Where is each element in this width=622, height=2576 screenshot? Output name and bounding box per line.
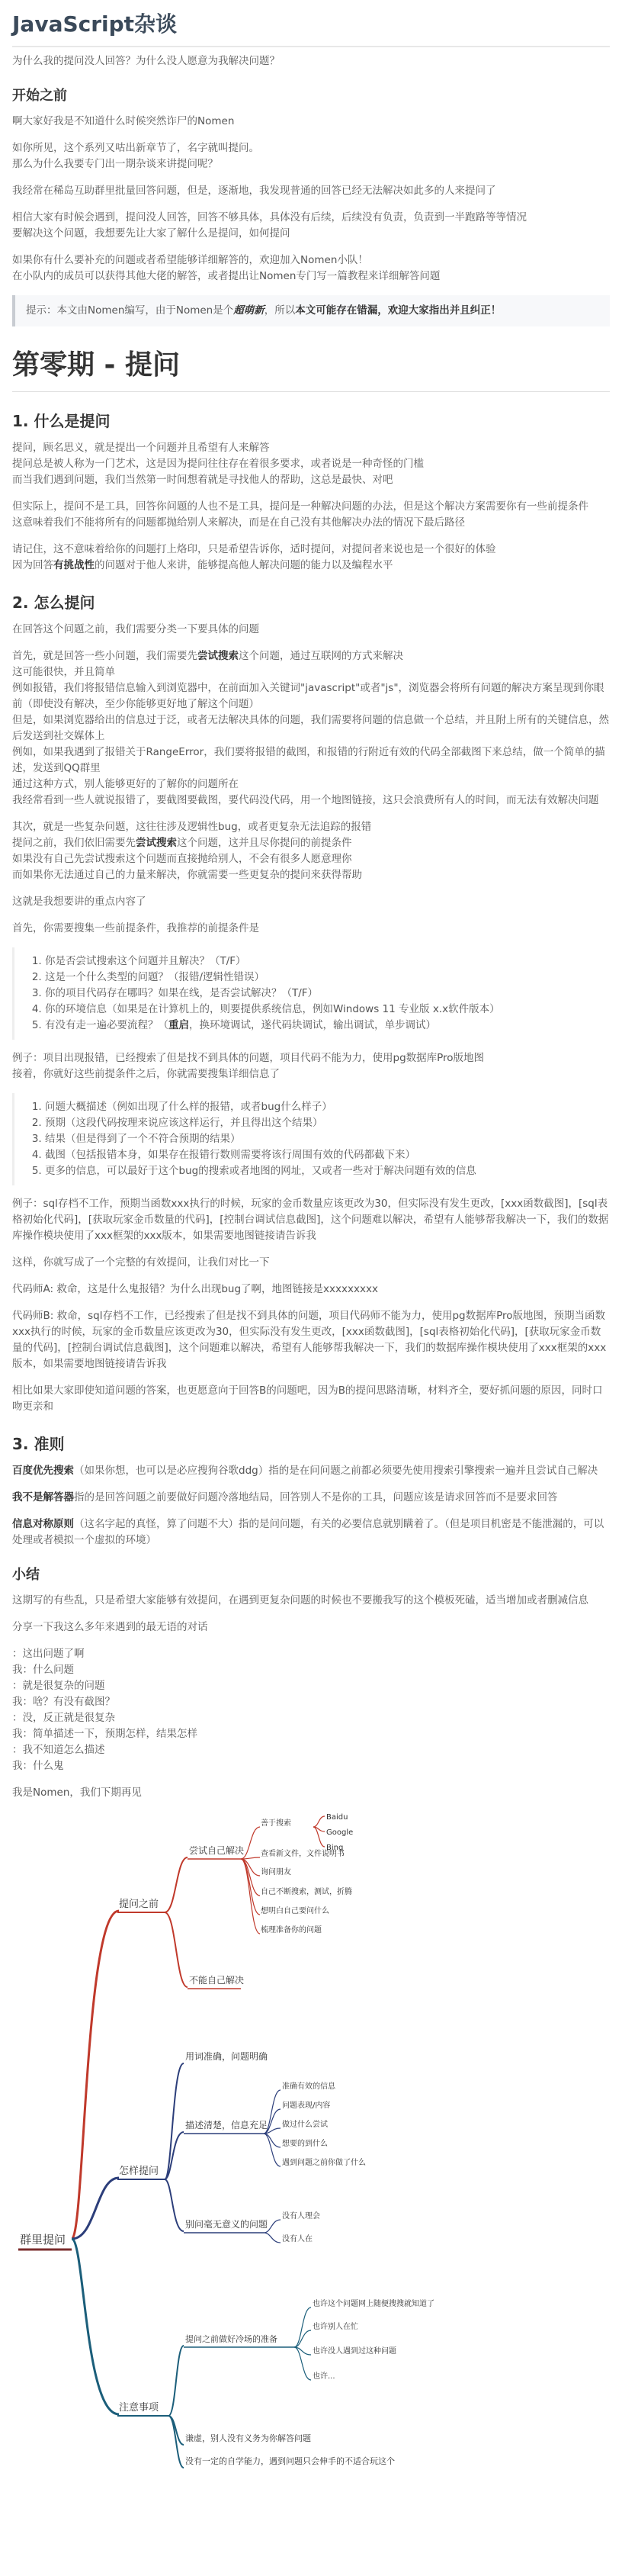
mindmap-leaf: 想明白自己要问什么 (261, 1907, 329, 1915)
list-item: 5. 更多的信息，可以最好于这个bug的搜索或者地图的网址，又或者一些对于解决问题有效的信息 (45, 1163, 610, 1179)
paragraph: 分享一下我这么多年来遇到的最无语的对话 (12, 1621, 208, 1633)
mindmap-leaf: 也许没人遇到过这种问题 (313, 2347, 396, 2356)
paragraph: 首先，你需要搜集一些前提条件，我推荐的前提条件是 (12, 922, 259, 934)
paragraph: 代码师B: 救命，sql存档不工作，已经搜索了但是找不到具体的问题，项目代码师不能为力，使用pg数据库Pro版地图，预期当函数xxx执行的时候，玩家的金币数量应该更改为30，但实际没有发生更改，[xxx函数截图]，[sql表格初始化代码]，[获取玩家金币数量的代码]，[控制台调试信息截图]，这个问题难以解决，希望有人能够帮我解决一下，我们的数据库操作模块使用了xxx框架的xxx版本，如果需要地图链接请告诉我 (12, 1310, 607, 1370)
mindmap-leaf: Bing (326, 1844, 344, 1852)
paragraph: 例子：项目出现报错，已经搜索了但是找不到具体的问题，项目代码不能为力，使用pg数据库Pro版地图 接着，你就好这些前提条件之后，你就需要搜集详细信息了 (12, 1052, 485, 1080)
paragraph: 代码师A: 救命，这是什么鬼报错？为什么出现bug了啊，地图链接是xxxxxxxxx (12, 1283, 378, 1295)
list-item: 5. 有没有走一遍必要流程？（重启，换环境调试，遂代码块调试，输出调试，单步调试） (45, 1018, 610, 1034)
list-item: 1. 你是否尝试搜索这个问题并且解决？（T/F） (45, 954, 610, 970)
mindmap-node: 没有一定的自学能力，遇到问题只会伸手的不适合玩这个 (185, 2456, 395, 2466)
tip-callout: 提示：本文由Nomen编写，由于Nomen是个超萌新，所以本文可能存在错漏，欢迎大家指出并且纠正！ (12, 295, 610, 326)
list-item: 4. 你的环境信息（如果是在计算机上的，则要提供系统信息，例如Windows 11 专业版 x.x软件版本） (45, 1002, 610, 1018)
section-heading-summary: 小结 (12, 1567, 40, 1583)
article (0, 8, 622, 2498)
mindmap-leaf: 也许这个问题网上随便搜搜就知道了 (313, 2300, 434, 2308)
list-item: 3. 你的项目代码存在哪吗？如果在线，是否尝试解决？（T/F） (45, 986, 610, 1002)
mindmap-leaf: 询问朋友 (261, 1868, 291, 1877)
paragraph: 首先，就是回答一些小问题，我们需要先尝试搜索这个问题，通过互联网的方式来解决 这可能很快，并且简单 例如报错，我们将报错信息输入到浏览器中，在前面加入关键词"javascript"或者"js"，浏览器会将所有问题的解决方案呈现到你眼前（即使没有解决，至少你能够更好地了解这个问题） 但是，如果浏览器给出的信息过于泛，或者无法解决具体的问题，我们需要将问题的信息做一个总结，并且附上所有的关键信息，然后发送到社交媒体上 例如，如果我遇到了报错关于RangeError，我们要将报错的截图，和报错的行附近有效的代码全部截图下来总结，做一个简单的描述，发送到QQ群里 通过这种方式，别人能够更好的了解你的问题所在 我经常看到一些人就说报错了，要截图要截图，要代码没代码，用一个地图链接，这只会浪费所有人的时间，而无法有效解决问题 (12, 650, 609, 806)
mindmap-leaf: 也许别人在忙 (313, 2323, 358, 2331)
mindmap-leaf: 梳理准备你的问题 (261, 1926, 322, 1934)
mindmap-branch: 怎样提问 (119, 2166, 159, 2177)
paragraph: 啊大家好我是不知道什么时候突然诈尸的Nomen (12, 115, 235, 127)
section-heading-before: 开始之前 (12, 88, 67, 104)
paragraph: 其次，就是一些复杂问题，这往往涉及逻辑性bug，或者更复杂无法追踪的报错 提问之前，我们依旧需要先尝试搜索这个问题，这并且尽你提问的前提条件 如果没有自己先尝试搜索这个问题而直接抛给别人，不会有很多人愿意理你 而如果你无法通过自己的力量来解决，你就需要一些更复杂的提问来获得帮助 (12, 821, 372, 881)
mindmap-node: 谦虚，别人没有义务为你解答问题 (185, 2433, 311, 2443)
paragraph: 信息对称原则（这名字起的真怪，算了问题不大）指的是问问题，有关的必要信息就别瞒着了。（但是项目机密是不能泄漏的，可以处理或者模拟一个虚拟的环境） (12, 1518, 604, 1546)
paragraph: 我不是解答器指的是回答问题之前要做好问题冷落地结局，回答别人不是你的工具，问题应该是请求回答而不是要求回答 (12, 1491, 558, 1503)
mindmap-node: 用词准确，问题明确 (185, 2051, 268, 2062)
mindmap-leaf: 善于搜索 (261, 1819, 291, 1828)
paragraph: 这期写的有些乱，只是希望大家能够有效提问，在遇到更复杂问题的时候也不要搬我写的这个模板死磕，适当增加或者删减信息 (12, 1594, 588, 1606)
detail-list (12, 1093, 610, 1185)
page-title: JavaScript杂谈 (12, 8, 610, 47)
paragraph: 百度优先搜索（如果你想，也可以是必应搜狗谷歌ddg）指的是在问问题之前都必须要先使用搜索引擎搜索一遍并且尝试自己解决 (12, 1465, 598, 1477)
paragraph: 如你所见，这个系列又咕出新章节了，名字就叫提问。 那么为什么我要专门出一期杂谈来讲提问呢？ (12, 142, 259, 170)
mindmap-leaf: Google (326, 1828, 354, 1837)
chapter-heading: 第零期 - 提问 (12, 343, 610, 392)
mindmap-leaf: Baidu (326, 1813, 348, 1822)
mindmap-leaf: 做过什么尝试 (282, 2121, 328, 2129)
mindmap-branch: 提问之前 (119, 1899, 159, 1910)
paragraph: 这就是我想要讲的重点内容了 (12, 896, 146, 908)
paragraph: 相比如果大家即使知道问题的答案，也更愿意向于回答B的问题吧，因为B的提问思路清晰，材料齐全，要好抓问题的原因，同时口吻更亲和 (12, 1384, 603, 1413)
paragraph: 如果你有什么要补充的问题或者希望能够详细解答的，欢迎加入Nomen小队！ 在小队内的成员可以获得其他大佬的解答，或者提出让Nomen专门写一篇教程来详细解答问题 (12, 254, 441, 282)
paragraph: 请记住，这不意味着给你的问题打上烙印，只是希望告诉你，适时提问，对提问者来说也是一个很好的体验 因为回答有挑战性的问题对于他人来讲，能够提高他人解决问题的能力以及编程水平 (12, 543, 496, 571)
list-item: 2. 这是一个什么类型的问题？（报错/逻辑性错误） (45, 970, 610, 986)
paragraph: 在回答这个问题之前，我们需要分类一下要具体的问题 (12, 623, 259, 635)
mindmap-node: 别问毫无意义的问题 (185, 2219, 268, 2230)
list-item: 2. 预期（这段代码按理来说应该这样运行，并且得出这个结果） (45, 1115, 610, 1131)
mindmap-node: 不能自己解决 (189, 1975, 245, 1986)
prerequisite-list (12, 947, 610, 1040)
mindmap-leaf: 想要的到什么 (282, 2140, 328, 2148)
mindmap-node: 尝试自己解决 (189, 1845, 245, 1856)
section-heading-1: 1. 什么是提问 (12, 412, 111, 430)
mindmap-node: 描述清楚，信息充足 (185, 2120, 268, 2131)
mindmap-leaf: 问题表现/内容 (282, 2102, 331, 2110)
paragraph: 这样，你就写成了一个完整的有效提问，让我们对比一下 (12, 1256, 270, 1269)
mindmap-root: 群里提问 (20, 2233, 66, 2246)
signoff: 我是Nomen，我们下期再见 (12, 1786, 142, 1799)
paragraph: 但实际上，提问不是工具，回答你问题的人也不是工具，提问是一种解决问题的办法，但是这个解决方案需要你有一些前提条件 这意味着我们不能将所有的问题都抛给别人来解决，而是在自己没有其他解决办法的情况下最后路径 (12, 500, 588, 529)
paragraph: 提问，顾名思义，就是提出一个问题并且希望有人来解答 提问总是被人称为一门艺术，这是因为提问往往存在着很多要求，或者说是一种奇怪的门槛 而当我们遇到问题，我们当然第一时间想着就是寻找他人的帮助，这总是最快、对吧 (12, 442, 424, 486)
mindmap-node: 提问之前做好冷场的准备 (185, 2334, 277, 2344)
mindmap-leaf: 遇到问题之前你做了什么 (282, 2159, 366, 2167)
list-item: 4. 截图（包括报错本身，如果存在报错行数则需要将该行周围有效的代码都截下来） (45, 1147, 610, 1163)
mindmap-branch: 注意事项 (119, 2402, 159, 2414)
paragraph: 例子：sql存档不工作，预期当函数xxx执行的时候，玩家的金币数量应该更改为30，但实际没有发生更改，[xxx函数截图]，[sql表格初始化代码]，[获取玩家金币数量的代码]，[控制台调试信息截图]，这个问题难以解决，希望有人能够帮我解决一下，我们的数据库操作模块使用了xxx框架的xxx版本，如果需要地图链接请告诉我 (12, 1198, 609, 1242)
mindmap-leaf: 没有人理会 (282, 2212, 320, 2221)
mindmap-leaf: 没有人在 (282, 2235, 313, 2243)
paragraph: 相信大家有时候会遇到，提问没人回答，回答不够具体，具体没有后续，后续没有负责，负责到一半跑路等等情况 要解决这个问题，我想要先让大家了解什么是提问，如何提问 (12, 211, 527, 240)
list-item: 1. 问题大概描述（例如出现了什么样的报错，或者bug什么样子） (45, 1099, 610, 1115)
section-heading-2: 2. 怎么提问 (12, 593, 95, 612)
paragraph: 我经常在稀岛互助群里批量回答问题，但是，逐渐地，我发现普通的回答已经无法解决如此多的人来提问了 (12, 185, 496, 197)
mindmap-diagram (12, 1812, 610, 2498)
section-heading-3: 3. 准则 (12, 1435, 65, 1453)
mindmap-leaf: 自己不断搜索，测试，折腾 (261, 1888, 352, 1896)
list-item: 3. 结果（但是得到了一个不符合预期的结果） (45, 1131, 610, 1147)
intro-question: 为什么我的提问没人回答？为什么没人愿意为我解决问题？ (12, 55, 280, 67)
mindmap-leaf: 查看新文件，文件说明书 (261, 1850, 345, 1858)
mindmap-leaf: 也许... (313, 2372, 335, 2381)
dialogue-block: ：这出问题了啊 我：什么问题 ：就是很复杂的问题 我：啥？有没有截图？ ：没，反正就是很复杂 我：简单描述一下，预期怎样，结果怎样 ：我不知道怎么描述 我：什么鬼 (12, 1648, 197, 1772)
mindmap-leaf: 准确有效的信息 (282, 2082, 335, 2091)
